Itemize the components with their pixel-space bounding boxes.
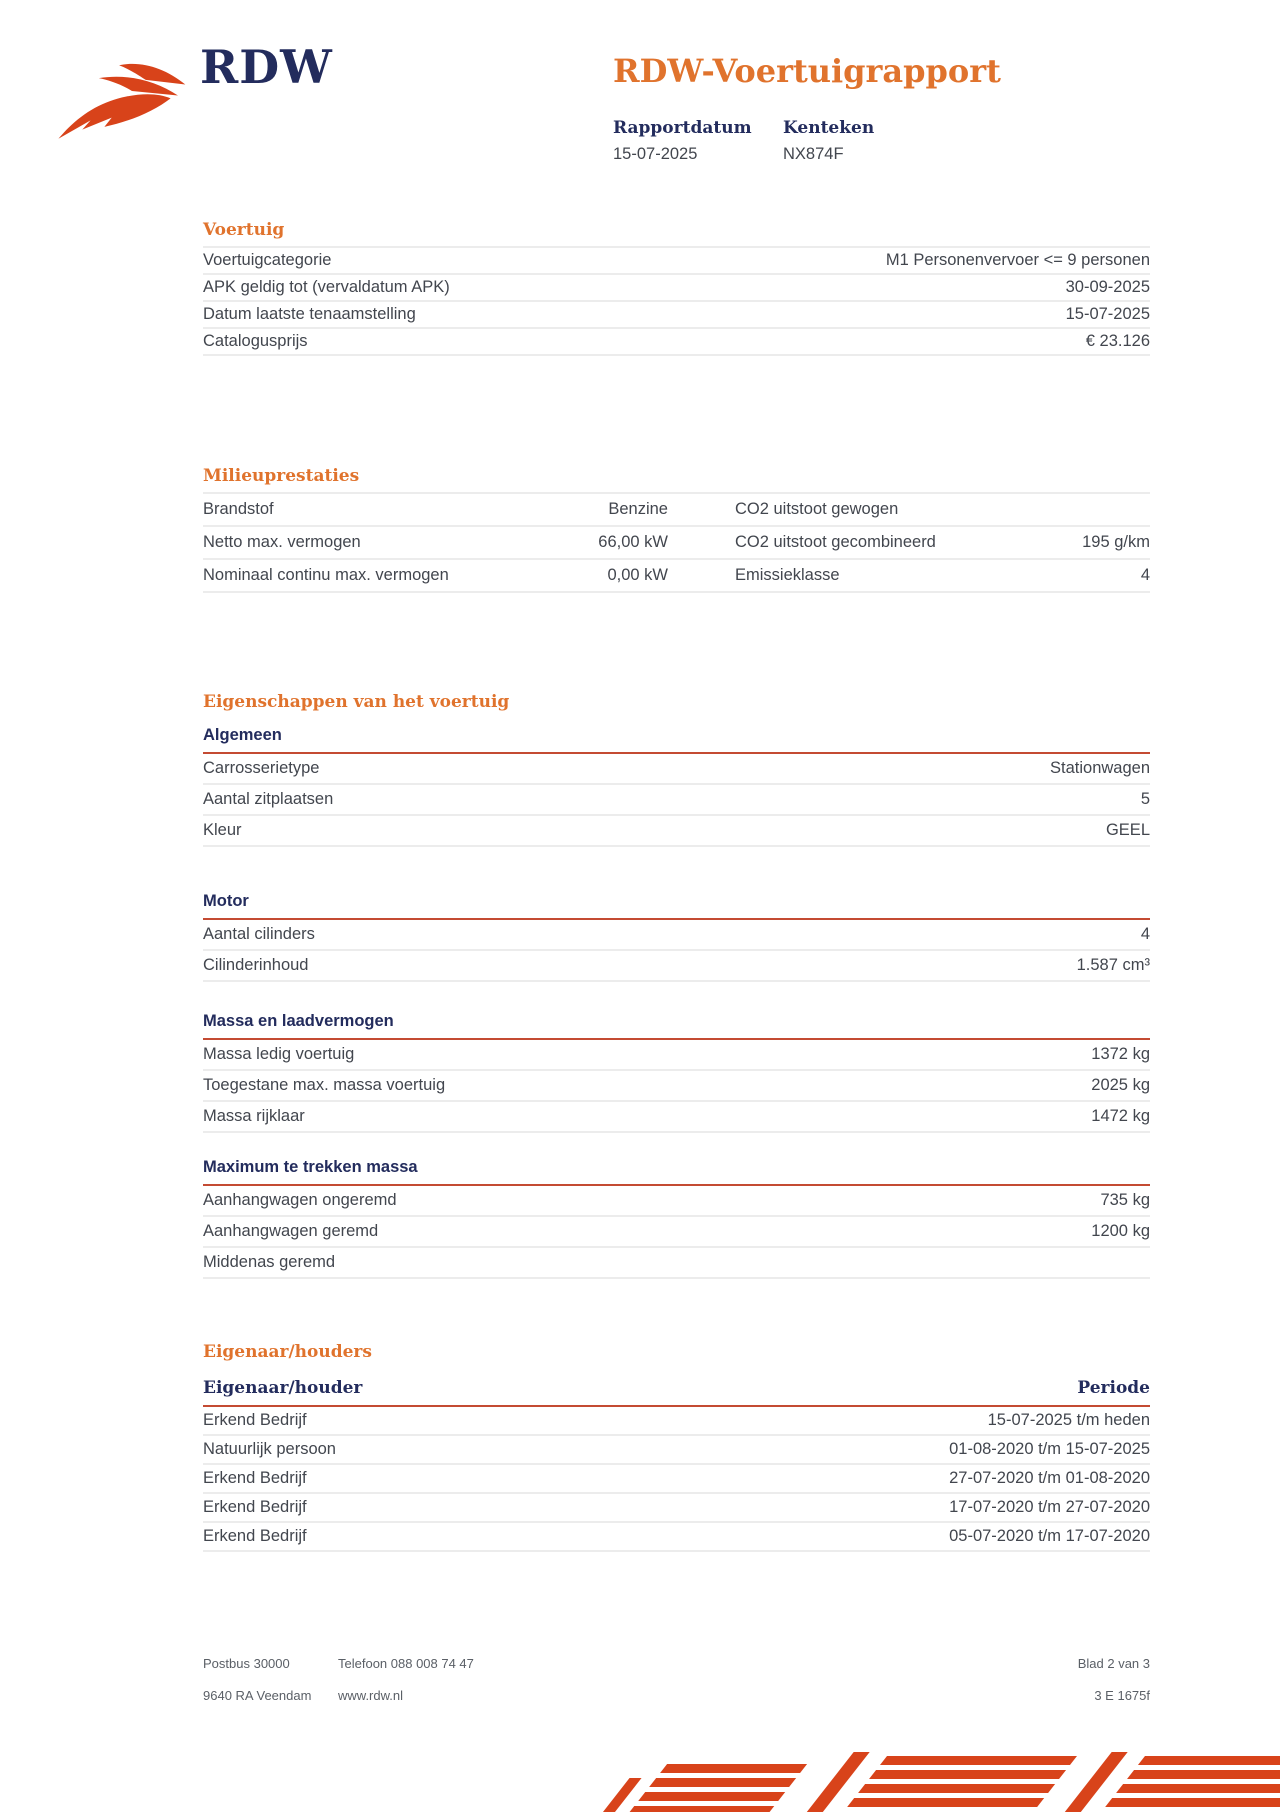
owner-name: Erkend Bedrijf <box>203 1527 307 1545</box>
table-row <box>203 754 1150 785</box>
footer-form-code: 3 E 1675f <box>1094 1688 1150 1703</box>
footer-postbus: Postbus 30000 <box>203 1656 290 1671</box>
field-value: € 23.126 <box>1085 332 1150 350</box>
field-label: CO2 uitstoot gewogen <box>735 500 899 518</box>
field-value: Stationwagen <box>1050 759 1150 777</box>
subsection-title: Maximum te trekken massa <box>203 1158 1150 1186</box>
field-label: Brandstof <box>203 500 274 518</box>
section-eigenschappen <box>203 692 1150 718</box>
field-label: Aanhangwagen geremd <box>203 1222 379 1240</box>
field-label: Aanhangwagen ongeremd <box>203 1191 397 1209</box>
field-label: Kleur <box>203 821 242 839</box>
table-row <box>203 1248 1150 1279</box>
field-value: 2025 kg <box>1091 1076 1150 1094</box>
section-title: Eigenschappen van het voertuig <box>203 692 510 712</box>
field-label: Massa ledig voertuig <box>203 1045 355 1063</box>
field-value: 0,00 kW <box>607 566 668 584</box>
field-value: 1372 kg <box>1091 1045 1150 1063</box>
field-label: Carrosserietype <box>203 759 320 777</box>
subsection-title: Motor <box>203 892 1150 920</box>
subsection-algemeen <box>203 726 1150 847</box>
owner-table-header <box>203 1378 1150 1407</box>
table-row <box>203 816 1150 847</box>
owner-name: Erkend Bedrijf <box>203 1411 307 1429</box>
table-row <box>203 1102 1150 1133</box>
table-row <box>203 527 1150 560</box>
page-title: RDW-Voertuigrapport <box>613 52 1001 90</box>
table-row <box>203 1465 1150 1494</box>
table-row <box>203 1407 1150 1436</box>
page-footer <box>203 1656 1150 1720</box>
owner-name: Natuurlijk persoon <box>203 1440 336 1458</box>
table-row <box>203 275 1150 302</box>
license-plate-value: NX874F <box>783 145 844 163</box>
table-row <box>203 785 1150 816</box>
field-value: 30-09-2025 <box>1065 278 1150 296</box>
table-row <box>203 329 1150 356</box>
field-value: 1472 kg <box>1091 1107 1150 1125</box>
subsection-motor <box>203 892 1150 982</box>
footer-website: www.rdw.nl <box>338 1688 404 1703</box>
footer-city: 9640 RA Veendam <box>203 1688 312 1703</box>
table-row <box>203 1436 1150 1465</box>
table-row <box>203 1186 1150 1217</box>
section-voertuig <box>203 220 1150 356</box>
section-title: Voertuig <box>203 220 285 240</box>
footer-phone: Telefoon 088 008 74 47 <box>338 1656 474 1671</box>
table-row <box>203 248 1150 275</box>
field-label: Cilinderinhoud <box>203 956 309 974</box>
report-date-value: 15-07-2025 <box>613 145 698 163</box>
rdw-logo-text: RDW <box>200 40 333 94</box>
section-eigenaar-houders <box>203 1342 1150 1552</box>
footer-page-indicator: Blad 2 van 3 <box>1077 1656 1150 1671</box>
field-label: Massa rijklaar <box>203 1107 305 1125</box>
table-row <box>203 951 1150 982</box>
table-row <box>203 560 1150 593</box>
owner-period: 01-08-2020 t/m 15-07-2025 <box>949 1440 1150 1458</box>
field-value: Benzine <box>608 500 668 518</box>
report-date-label: Rapportdatum <box>613 118 752 138</box>
field-label: Netto max. vermogen <box>203 533 361 551</box>
field-label: Middenas geremd <box>203 1253 336 1271</box>
table-row <box>203 1494 1150 1523</box>
field-label: Toegestane max. massa voertuig <box>203 1076 446 1094</box>
section-title: Milieuprestaties <box>203 466 360 486</box>
table-row <box>203 1523 1150 1552</box>
license-plate-label: Kenteken <box>783 118 875 138</box>
field-label: Emissieklasse <box>735 566 840 584</box>
owner-period: 15-07-2025 t/m heden <box>987 1411 1150 1429</box>
table-row <box>203 302 1150 329</box>
field-value: 735 kg <box>1100 1191 1150 1209</box>
field-value: 4 <box>1140 925 1150 943</box>
rdw-logo-icon <box>50 56 190 148</box>
table-row <box>203 1040 1150 1071</box>
subsection-title: Algemeen <box>203 726 1150 754</box>
section-milieuprestaties <box>203 466 1150 593</box>
field-label: Voertuigcategorie <box>203 251 332 269</box>
owner-period: 17-07-2020 t/m 27-07-2020 <box>949 1498 1150 1516</box>
subsection-trekken <box>203 1158 1150 1279</box>
owner-period: 05-07-2020 t/m 17-07-2020 <box>949 1527 1150 1545</box>
field-value: 4 <box>1140 566 1150 584</box>
column-header-owner: Eigenaar/houder <box>203 1378 363 1398</box>
owner-name: Erkend Bedrijf <box>203 1469 307 1487</box>
table-row <box>203 920 1150 951</box>
rdw-flag-graphic <box>600 1748 1280 1812</box>
field-label: Aantal zitplaatsen <box>203 790 334 808</box>
field-value: 66,00 kW <box>598 533 668 551</box>
field-value: 195 g/km <box>1082 533 1150 551</box>
subsection-massa <box>203 1012 1150 1133</box>
field-value: 5 <box>1140 790 1150 808</box>
column-header-period: Periode <box>1077 1378 1150 1398</box>
table-row <box>203 1217 1150 1248</box>
field-label: Aantal cilinders <box>203 925 315 943</box>
field-label: Datum laatste tenaamstelling <box>203 305 416 323</box>
table-row <box>203 494 1150 527</box>
field-value: 1200 kg <box>1091 1222 1150 1240</box>
table-row <box>203 1071 1150 1102</box>
field-value: 15-07-2025 <box>1065 305 1150 323</box>
field-value: 1.587 cm³ <box>1076 956 1150 974</box>
owner-name: Erkend Bedrijf <box>203 1498 307 1516</box>
field-label: APK geldig tot (vervaldatum APK) <box>203 278 450 296</box>
field-value: GEEL <box>1105 821 1150 839</box>
field-label: CO2 uitstoot gecombineerd <box>735 533 936 551</box>
field-value: M1 Personenvervoer <= 9 personen <box>885 251 1150 269</box>
owner-period: 27-07-2020 t/m 01-08-2020 <box>949 1469 1150 1487</box>
field-label: Catalogusprijs <box>203 332 308 350</box>
section-title: Eigenaar/houders <box>203 1342 372 1362</box>
field-label: Nominaal continu max. vermogen <box>203 566 449 584</box>
subsection-title: Massa en laadvermogen <box>203 1012 1150 1040</box>
